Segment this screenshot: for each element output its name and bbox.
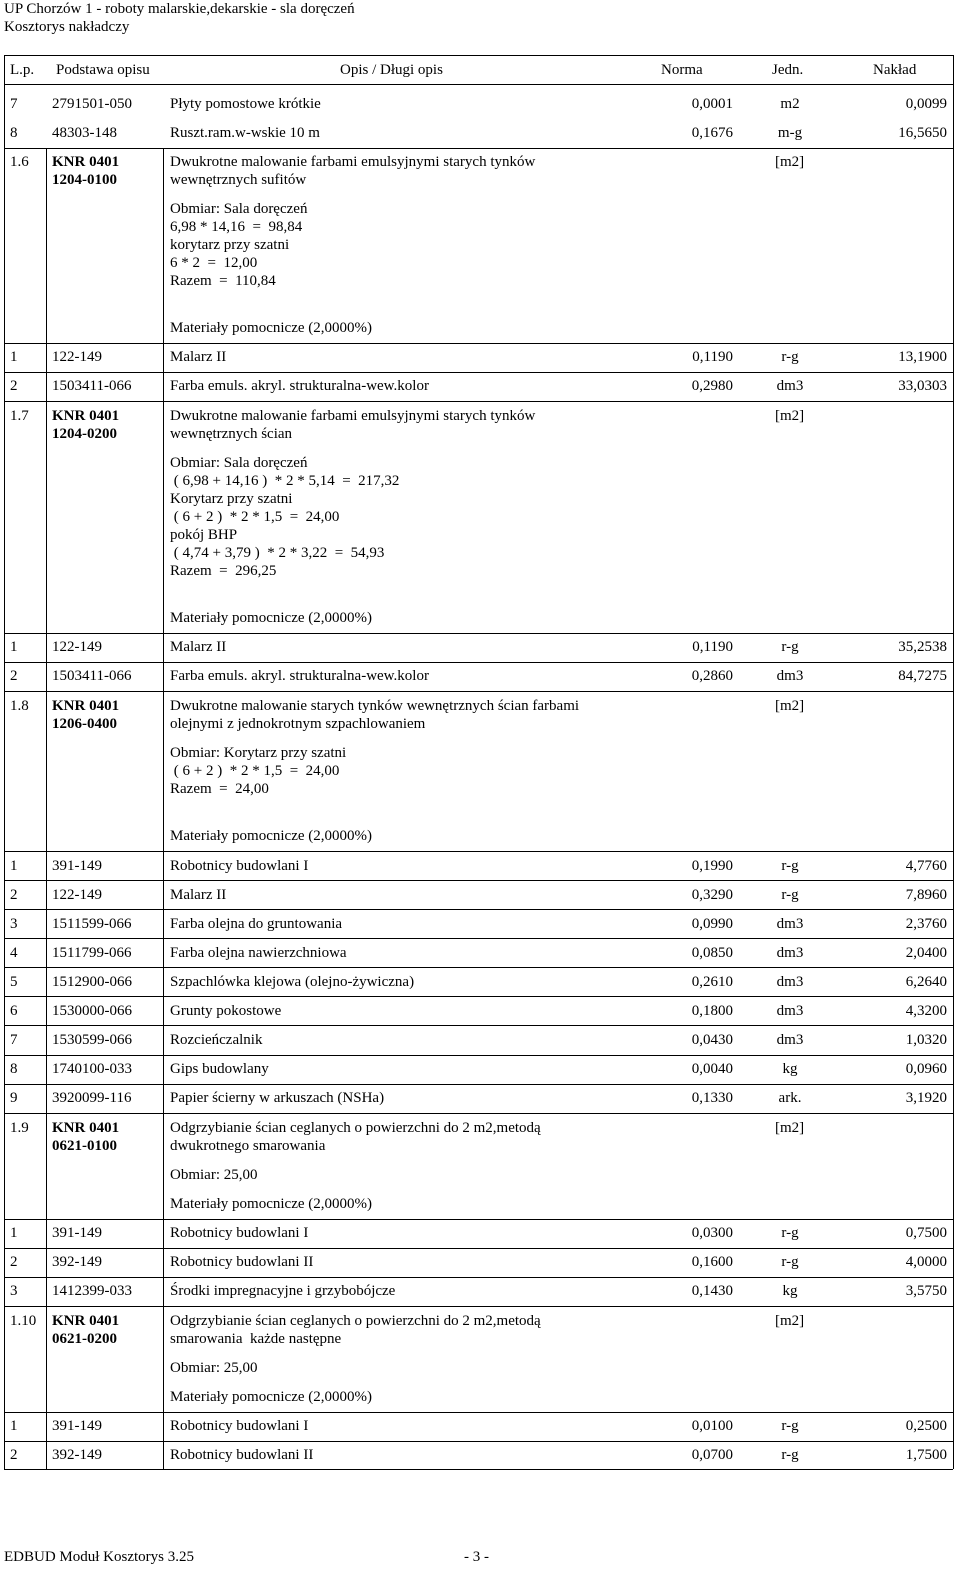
row-divider [4, 1441, 953, 1442]
row-description: Robotnicy budowlani I [170, 1225, 309, 1241]
row-norma: 0,1190 [692, 639, 733, 655]
row-code: 391-149 [52, 1418, 102, 1434]
row-divider [4, 1277, 953, 1278]
position-unit: [m2] [775, 1120, 805, 1136]
auxiliary-materials: Materiały pomocnicze (2,0000%) [170, 610, 373, 626]
auxiliary-materials: Materiały pomocnicze (2,0000%) [170, 1196, 373, 1212]
row-unit: dm3 [776, 945, 804, 961]
measurement-line: 6,98 * 14,16 = 98,84 [170, 219, 303, 235]
row-norma: 0,0300 [691, 1225, 733, 1241]
row-quantity: 3,5750 [905, 1283, 947, 1299]
row-unit: r-g [781, 1254, 799, 1270]
position-code: 0621-0200 [52, 1331, 117, 1347]
row-code: 1740100-033 [52, 1061, 132, 1077]
row-unit: dm3 [776, 668, 804, 684]
row-description: Farba olejna do gruntowania [170, 916, 343, 932]
row-norma: 0,1190 [692, 349, 733, 365]
row-quantity: 33,0303 [898, 378, 947, 394]
row-norma: 0,1330 [691, 1090, 733, 1106]
measurement-line: ( 4,74 + 3,79 ) * 2 * 3,22 = 54,93 [170, 545, 385, 561]
measurement-line: 6 * 2 = 12,00 [170, 255, 258, 271]
row-norma: 0,1800 [691, 1003, 733, 1019]
row-code: 48303-148 [52, 125, 117, 141]
row-divider [4, 851, 953, 852]
position-description-line2: smarowania każde następne [170, 1331, 342, 1347]
row-lp: 2 [10, 668, 18, 684]
row-lp: 3 [10, 1283, 18, 1299]
row-lp: 8 [10, 125, 18, 141]
row-unit: dm3 [776, 1032, 804, 1048]
row-quantity: 0,7500 [905, 1225, 947, 1241]
row-divider [4, 1025, 953, 1026]
column-header-naklad: Nakład [873, 62, 917, 78]
row-lp: 2 [10, 1447, 18, 1463]
position-knr: KNR 0401 [52, 408, 120, 424]
row-divider [4, 372, 953, 373]
position-lp: 1.9 [10, 1120, 29, 1136]
row-norma: 0,0990 [691, 916, 733, 932]
position-divider [4, 691, 953, 692]
row-description: Grunty pokostowe [170, 1003, 282, 1019]
row-lp: 1 [10, 858, 18, 874]
row-divider [4, 1412, 953, 1413]
row-code: 3920099-116 [52, 1090, 132, 1106]
row-lp: 9 [10, 1090, 18, 1106]
auxiliary-materials: Materiały pomocnicze (2,0000%) [170, 828, 373, 844]
position-knr: KNR 0401 [52, 1120, 120, 1136]
row-description: Malarz II [170, 349, 227, 365]
row-unit: ark. [778, 1090, 802, 1106]
row-quantity: 1,7500 [905, 1447, 947, 1463]
column-header-opis: Opis / Długi opis [340, 62, 443, 78]
row-norma: 0,1676 [691, 125, 733, 141]
row-lp: 6 [10, 1003, 18, 1019]
row-code: 392-149 [52, 1254, 102, 1270]
row-norma: 0,2980 [691, 378, 733, 394]
row-norma: 0,1430 [691, 1283, 733, 1299]
row-description: Płyty pomostowe krótkie [170, 96, 321, 112]
row-quantity: 4,7760 [905, 858, 947, 874]
row-code: 1511799-066 [52, 945, 132, 961]
row-lp: 2 [10, 1254, 18, 1270]
row-divider [4, 662, 953, 663]
row-unit: m-g [777, 125, 803, 141]
row-divider [4, 1084, 953, 1085]
column-header-jedn: Jedn. [772, 62, 804, 78]
document-title: UP Chorzów 1 - roboty malarskie,dekarskie - sla doręczeń [4, 1, 355, 17]
row-unit: r-g [781, 887, 799, 903]
position-description-line2: dwukrotnego smarowania [170, 1138, 326, 1154]
row-divider [4, 343, 953, 344]
row-norma: 0,3290 [691, 887, 733, 903]
measurement-total: Razem = 110,84 [170, 273, 276, 289]
measurement-line: Obmiar: Sala doręczeń [170, 201, 308, 217]
row-description: Robotnicy budowlani II [170, 1254, 314, 1270]
position-lp: 1.8 [10, 698, 29, 714]
row-quantity: 6,2640 [905, 974, 947, 990]
position-description-line1: Odgrzybianie ścian ceglanych o powierzchni do 2 m2,metodą [170, 1120, 541, 1136]
row-code: 1511599-066 [52, 916, 132, 932]
table-left-border [4, 55, 5, 1469]
measurement-total: Obmiar: 25,00 [170, 1360, 258, 1376]
row-quantity: 2,0400 [905, 945, 947, 961]
measurement-line: Obmiar: Korytarz przy szatni [170, 745, 347, 761]
row-divider [4, 1055, 953, 1056]
column-divider-code [163, 148, 164, 1469]
position-divider [4, 1306, 953, 1307]
row-description: Ruszt.ram.w-wskie 10 m [170, 125, 320, 141]
row-norma: 0,0001 [691, 96, 733, 112]
row-lp: 3 [10, 916, 18, 932]
position-code: 0621-0100 [52, 1138, 117, 1154]
row-description: Szpachlówka klejowa (olejno-żywiczna) [170, 974, 415, 990]
position-divider [4, 1113, 953, 1114]
measurement-line: ( 6,98 + 14,16 ) * 2 * 5,14 = 217,32 [170, 473, 400, 489]
position-unit: [m2] [775, 408, 805, 424]
table-header-border [4, 84, 953, 85]
row-quantity: 7,8960 [905, 887, 947, 903]
table-bottom-border [4, 1469, 953, 1470]
position-description-line2: wewnętrznych sufitów [170, 172, 307, 188]
row-description: Farba olejna nawierzchniowa [170, 945, 347, 961]
table-top-border [4, 55, 953, 56]
document-subtitle: Kosztorys nakładczy [4, 19, 130, 35]
row-lp: 1 [10, 1418, 18, 1434]
position-lp: 1.10 [10, 1313, 37, 1329]
row-divider [4, 909, 953, 910]
row-code: 122-149 [52, 887, 102, 903]
row-lp: 2 [10, 887, 18, 903]
row-norma: 0,2610 [691, 974, 733, 990]
row-norma: 0,0100 [691, 1418, 733, 1434]
position-description-line1: Odgrzybianie ścian ceglanych o powierzchni do 2 m2,metodą [170, 1313, 541, 1329]
row-unit: kg [782, 1283, 798, 1299]
row-unit: dm3 [776, 974, 804, 990]
row-quantity: 4,0000 [905, 1254, 947, 1270]
position-code: 1204-0200 [52, 426, 117, 442]
row-unit: m2 [780, 96, 800, 112]
row-lp: 1 [10, 639, 18, 655]
measurement-line: pokój BHP [170, 527, 238, 543]
row-code: 1512900-066 [52, 974, 132, 990]
position-unit: [m2] [775, 1313, 805, 1329]
row-norma: 0,0700 [691, 1447, 733, 1463]
row-norma: 0,0040 [691, 1061, 733, 1077]
position-code: 1206-0400 [52, 716, 117, 732]
row-unit: r-g [781, 639, 799, 655]
footer-software: EDBUD Moduł Kosztorys 3.25 [4, 1549, 194, 1565]
row-unit: r-g [781, 1418, 799, 1434]
row-divider [4, 880, 953, 881]
column-header-podstawa: Podstawa opisu [56, 62, 150, 78]
measurement-total: Razem = 296,25 [170, 563, 277, 579]
row-unit: r-g [781, 858, 799, 874]
row-norma: 0,1600 [691, 1254, 733, 1270]
position-description-line2: wewnętrznych ścian [170, 426, 293, 442]
row-quantity: 4,3200 [905, 1003, 947, 1019]
position-knr: KNR 0401 [52, 1313, 120, 1329]
position-code: 1204-0100 [52, 172, 117, 188]
row-code: 391-149 [52, 1225, 102, 1241]
row-description: Farba emuls. akryl. strukturalna-wew.kolor [170, 668, 429, 684]
position-knr: KNR 0401 [52, 698, 120, 714]
row-description: Robotnicy budowlani II [170, 1447, 314, 1463]
row-unit: r-g [781, 1225, 799, 1241]
position-description-line1: Dwukrotne malowanie farbami emulsyjnymi starych tynków [170, 408, 536, 424]
row-lp: 1 [10, 349, 18, 365]
measurement-line: korytarz przy szatni [170, 237, 290, 253]
row-norma: 0,0430 [691, 1032, 733, 1048]
row-description: Malarz II [170, 639, 227, 655]
row-code: 1530599-066 [52, 1032, 132, 1048]
row-description: Robotnicy budowlani I [170, 858, 309, 874]
row-quantity: 35,2538 [898, 639, 947, 655]
row-quantity: 2,3760 [905, 916, 947, 932]
row-lp: 7 [10, 96, 18, 112]
row-quantity: 0,0099 [905, 96, 947, 112]
row-unit: dm3 [776, 1003, 804, 1019]
position-divider [4, 401, 953, 402]
row-lp: 2 [10, 378, 18, 394]
row-code: 1503411-066 [52, 668, 132, 684]
row-norma: 0,2860 [691, 668, 733, 684]
position-unit: [m2] [775, 154, 805, 170]
row-quantity: 13,1900 [898, 349, 947, 365]
measurement-total: Razem = 24,00 [170, 781, 269, 797]
row-divider [4, 996, 953, 997]
row-unit: r-g [781, 349, 799, 365]
row-unit: dm3 [776, 916, 804, 932]
measurement-line: ( 6 + 2 ) * 2 * 1,5 = 24,00 [170, 509, 340, 525]
row-lp: 7 [10, 1032, 18, 1048]
column-header-lp: L.p. [10, 62, 35, 78]
position-unit: [m2] [775, 698, 805, 714]
measurement-total: Obmiar: 25,00 [170, 1167, 258, 1183]
row-lp: 1 [10, 1225, 18, 1241]
measurement-line: ( 6 + 2 ) * 2 * 1,5 = 24,00 [170, 763, 340, 779]
row-code: 2791501-050 [52, 96, 132, 112]
row-description: Gips budowlany [170, 1061, 269, 1077]
row-quantity: 16,5650 [898, 125, 947, 141]
row-description: Malarz II [170, 887, 227, 903]
table-right-border [953, 55, 954, 1469]
row-quantity: 1,0320 [905, 1032, 947, 1048]
row-divider [4, 1248, 953, 1249]
row-quantity: 0,2500 [905, 1418, 947, 1434]
auxiliary-materials: Materiały pomocnicze (2,0000%) [170, 320, 373, 336]
row-divider [4, 633, 953, 634]
row-code: 1503411-066 [52, 378, 132, 394]
column-header-norma: Norma [661, 62, 703, 78]
auxiliary-materials: Materiały pomocnicze (2,0000%) [170, 1389, 373, 1405]
row-lp: 8 [10, 1061, 18, 1077]
row-description: Farba emuls. akryl. strukturalna-wew.kolor [170, 378, 429, 394]
row-divider [4, 1219, 953, 1220]
row-quantity: 0,0960 [905, 1061, 947, 1077]
row-code: 1412399-033 [52, 1283, 132, 1299]
column-divider-lp [46, 148, 47, 1469]
row-description: Rozcieńczalnik [170, 1032, 263, 1048]
row-unit: r-g [781, 1447, 799, 1463]
row-code: 122-149 [52, 349, 102, 365]
row-quantity: 3,1920 [905, 1090, 947, 1106]
row-lp: 5 [10, 974, 18, 990]
row-code: 122-149 [52, 639, 102, 655]
position-lp: 1.7 [10, 408, 29, 424]
row-description: Robotnicy budowlani I [170, 1418, 309, 1434]
row-divider [4, 938, 953, 939]
position-divider [4, 148, 953, 149]
row-description: Papier ścierny w arkuszach (NSHa) [170, 1090, 385, 1106]
row-description: Środki impregnacyjne i grzybobójcze [170, 1283, 396, 1299]
row-lp: 4 [10, 945, 18, 961]
row-norma: 0,0850 [691, 945, 733, 961]
position-knr: KNR 0401 [52, 154, 120, 170]
measurement-line: Korytarz przy szatni [170, 491, 293, 507]
measurement-line: Obmiar: Sala doręczeń [170, 455, 308, 471]
row-quantity: 84,7275 [898, 668, 947, 684]
row-unit: kg [782, 1061, 798, 1077]
position-description-line1: Dwukrotne malowanie starych tynków wewnętrznych ścian farbami [170, 698, 580, 714]
position-description-line2: olejnymi z jednokrotnym szpachlowaniem [170, 716, 426, 732]
row-norma: 0,1990 [691, 858, 733, 874]
row-code: 392-149 [52, 1447, 102, 1463]
row-code: 1530000-066 [52, 1003, 132, 1019]
row-code: 391-149 [52, 858, 102, 874]
row-unit: dm3 [776, 378, 804, 394]
row-divider [4, 967, 953, 968]
position-lp: 1.6 [10, 154, 29, 170]
page-number: - 3 - [464, 1549, 489, 1565]
position-description-line1: Dwukrotne malowanie farbami emulsyjnymi starych tynków [170, 154, 536, 170]
